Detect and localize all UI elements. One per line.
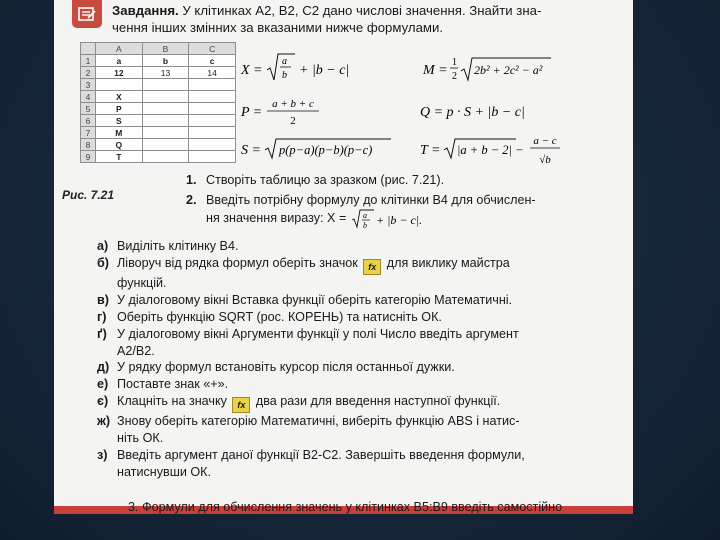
sheet-row-header: 5 xyxy=(81,103,96,115)
task-label: Завдання. xyxy=(112,3,179,18)
formula-x-right: + |b − c| xyxy=(299,63,350,78)
sheet-column-header xyxy=(81,43,96,55)
sheet-cell: 14 xyxy=(189,67,236,79)
sheet-cell: M xyxy=(96,127,143,139)
substep-d: д) У рядку формул встановіть курсор після останньої дужки. xyxy=(97,360,455,375)
sheet-cell xyxy=(189,103,236,115)
formula-m-left: M = xyxy=(423,63,448,78)
sheet-row xyxy=(81,103,236,115)
sheet-cell xyxy=(189,91,236,103)
substep-v: в) У діалоговому вікні Вставка функції оберіть категорію Математичні. xyxy=(97,292,513,307)
formula-q-text: Q = p · S + |b − c| xyxy=(420,105,525,120)
sheet-cell xyxy=(142,127,189,139)
substep-a: а) Виділіть клітинку В4. xyxy=(97,239,239,253)
formula-t-num: a − c xyxy=(533,135,557,147)
sheet-row-header: 6 xyxy=(81,115,96,127)
formula-t-den: √b xyxy=(539,154,551,166)
substep-zh: ж) Знову оберіть категорію Математичні, виберіть функцію ABS і натис- ніть ОК. xyxy=(97,414,520,446)
sheet-cell: a xyxy=(96,55,143,67)
substeps-list xyxy=(97,238,567,481)
sheet-row-header: 4 xyxy=(81,91,96,103)
formula-q xyxy=(420,101,560,128)
svg-text:1: 1 xyxy=(452,57,457,68)
sheet-column-header: A xyxy=(96,43,143,55)
formula-p-num: a + b + c xyxy=(272,98,314,110)
steps-list xyxy=(186,172,566,234)
task-line-1: У клітинках А2, В2, С2 дано числові значення. Знайти зна- xyxy=(182,3,542,18)
formula-p-left: P = xyxy=(241,105,263,120)
task-icon xyxy=(72,0,102,28)
sheet-cell xyxy=(189,127,236,139)
fx-icon: fx xyxy=(363,259,381,275)
svg-text:b: b xyxy=(362,221,367,230)
svg-text:S =: S = xyxy=(241,143,261,158)
inline-formula-x xyxy=(350,208,428,230)
figure-caption: Рис. 7.21 xyxy=(62,188,115,202)
formula-m xyxy=(423,52,563,91)
sheet-cell: X xyxy=(96,91,143,103)
sheet-row-header: 7 xyxy=(81,127,96,139)
sheet-cell: T xyxy=(96,151,143,163)
sheet-row-header: 1 xyxy=(81,55,96,67)
formula-x-left: X = xyxy=(241,63,263,78)
task-line-2: чення інших змінних за вказаними нижче формулами. xyxy=(112,20,444,35)
svg-text:a: a xyxy=(362,211,367,220)
sheet-cell xyxy=(142,79,189,91)
formula-t xyxy=(420,130,570,175)
fx-icon: fx xyxy=(232,397,250,413)
sheet-row xyxy=(81,79,236,91)
sheet-cell: 13 xyxy=(142,67,189,79)
sheet-row-header: 9 xyxy=(81,151,96,163)
sheet-cell xyxy=(142,103,189,115)
substep-b: б) Ліворуч від рядка формул оберіть значок fx для виклику майстра функцій. xyxy=(97,255,510,290)
sheet-cell xyxy=(142,139,189,151)
sheet-cell: Q xyxy=(96,139,143,151)
sheet-cell xyxy=(142,115,189,127)
substep-g2: ґ) У діалоговому вікні Аргументи функції у полі Число введіть аргумент А2/В2. xyxy=(97,326,519,358)
sheet-row-header: 2 xyxy=(81,67,96,79)
sheet-cell xyxy=(96,79,143,91)
sheet-cell: c xyxy=(189,55,236,67)
formula-p xyxy=(241,96,341,135)
svg-text:b: b xyxy=(282,70,287,81)
sheet-column-header: C xyxy=(189,43,236,55)
step-3-partial: 3. Формули для обчислення значень у клітинках В5:В9 введіть самостійно xyxy=(128,500,563,514)
substep-ye: є) Клацніть на значку fx два рази для введення наступної функції. xyxy=(97,393,567,413)
formula-p-den: 2 xyxy=(290,115,296,127)
substep-e: е) Поставте знак «+». xyxy=(97,377,229,392)
svg-text:p(p−a)(p−b)(p−c): p(p−a)(p−b)(p−c) xyxy=(279,143,373,157)
sheet-cell xyxy=(189,151,236,163)
svg-text:+ |b − c|.: + |b − c|. xyxy=(375,213,422,227)
substep-z: з) Введіть аргумент даної функції В2-С2. Завершіть введення формули, натиснувши ОК. xyxy=(97,448,525,479)
formula-s xyxy=(241,137,401,168)
spreadsheet-table xyxy=(80,42,236,163)
step-2: 2. Введіть потрібну формулу до клітинки В4 для обчислен- ня значення виразу: X = a b + |b − c|. xyxy=(186,193,536,230)
formula-t-mid: |a + b − 2| − xyxy=(457,143,524,157)
sheet-row xyxy=(81,127,236,139)
task-text xyxy=(112,2,572,36)
sheet-row xyxy=(81,151,236,163)
sheet-cell xyxy=(142,91,189,103)
sheet-row-header: 3 xyxy=(81,79,96,91)
step-1: 1. Створіть таблицю за зразком (рис. 7.21). xyxy=(186,173,445,187)
sheet-cell: b xyxy=(142,55,189,67)
svg-text:a: a xyxy=(282,56,287,67)
sheet-row xyxy=(81,139,236,151)
sheet-row xyxy=(81,115,236,127)
formula-t-left: T = xyxy=(420,143,441,158)
sheet-cell xyxy=(142,151,189,163)
sheet-cell xyxy=(189,139,236,151)
svg-text:2: 2 xyxy=(452,71,457,82)
sheet-row-header: 8 xyxy=(81,139,96,151)
formula-x xyxy=(241,52,381,91)
svg-text:2b² + 2c² − a²: 2b² + 2c² − a² xyxy=(474,63,543,77)
substep-g: г) Оберіть функцію SQRT (рос. КОРЕНЬ) та натисніть ОК. xyxy=(97,309,442,324)
sheet-cell: 12 xyxy=(96,67,143,79)
sheet-row xyxy=(81,55,236,67)
sheet-column-header: B xyxy=(142,43,189,55)
sheet-row xyxy=(81,91,236,103)
sheet-row xyxy=(81,67,236,79)
sheet-cell xyxy=(189,115,236,127)
sheet-cell xyxy=(189,79,236,91)
sheet-cell: S xyxy=(96,115,143,127)
sheet-cell: P xyxy=(96,103,143,115)
